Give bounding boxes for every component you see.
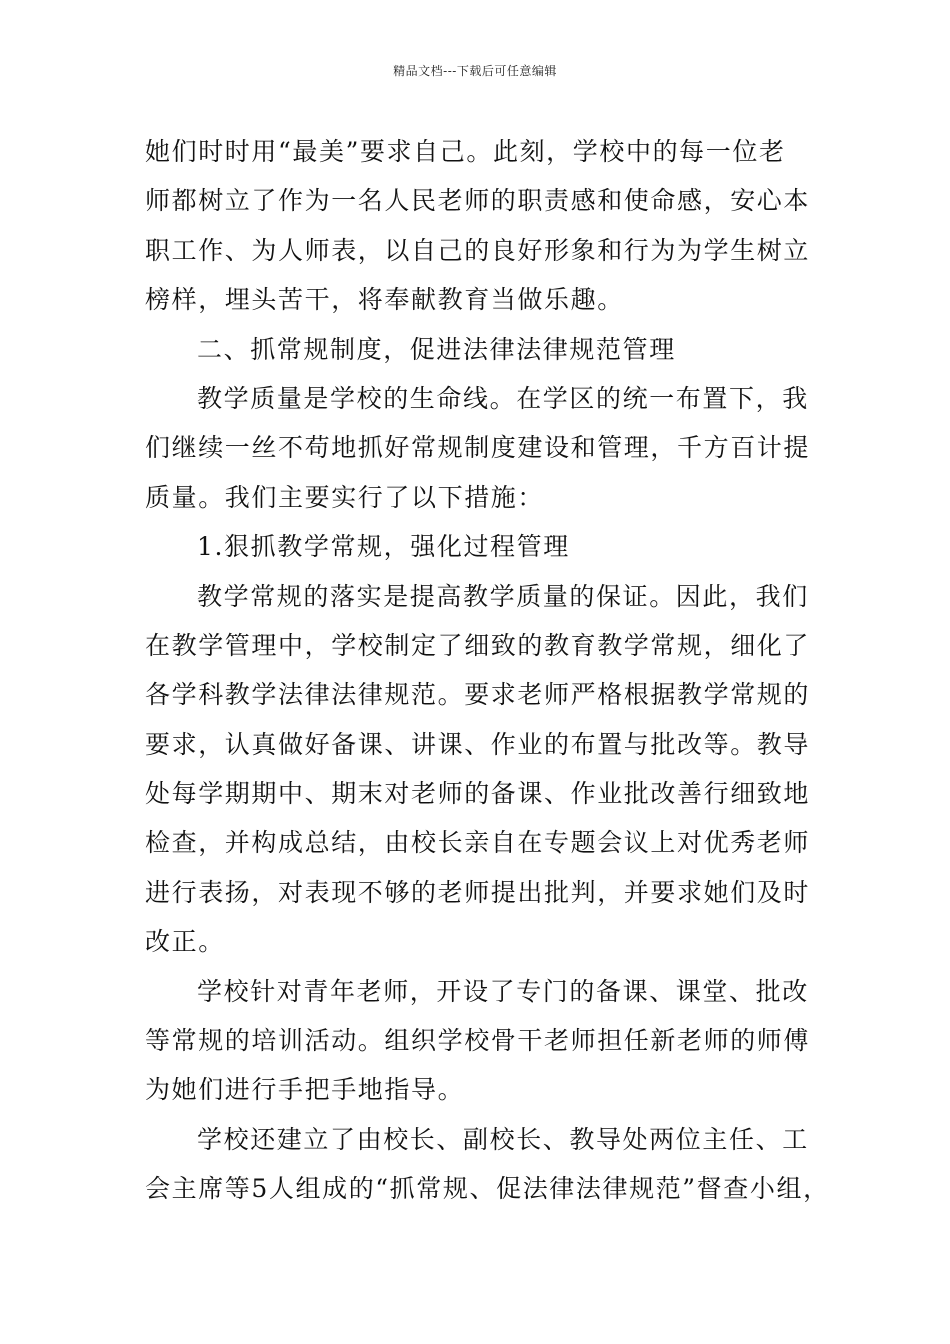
text-line: 们继续一丝不苟地抓好常规制度建设和管理，千方百计提 xyxy=(145,433,811,463)
text-line: 1.狠抓教学常规，强化过程管理 xyxy=(197,532,570,562)
text-line: 她们时时用“最美”要求自己。此刻，学校中的每一位老 xyxy=(145,137,786,166)
text-line: 教学常规的落实是提高教学质量的保证。因此，我们 xyxy=(197,581,809,611)
text-line: 处每学期期中、期末对老师的备课、作业批改善行细致地 xyxy=(145,779,811,809)
text-line: 在教学管理中，学校制定了细致的教育教学常规，细化了 xyxy=(145,630,811,660)
text-line: 师都树立了作为一名人民老师的职责感和使命感，安心本 xyxy=(145,186,811,216)
text-line: 等常规的培训活动。组织学校骨干老师担任新老师的师傅 xyxy=(145,1026,811,1056)
text-line: 各学科教学法律法律规范。要求老师严格根据教学常规的 xyxy=(145,680,811,710)
text-line: 教学质量是学校的生命线。在学区的统一布置下，我 xyxy=(197,383,809,413)
text-line: 进行表扬，对表现不够的老师提出批判，并要求她们及时 xyxy=(145,877,811,907)
text-line: 要求，认真做好备课、讲课、作业的布置与批改等。教导 xyxy=(145,729,811,759)
text-line: 学校还建立了由校长、副校长、教导处两位主任、工 xyxy=(197,1124,809,1154)
text-line: 改正。 xyxy=(145,927,225,957)
text-line: 学校针对青年老师，开设了专门的备课、课堂、批改 xyxy=(197,976,809,1006)
text-line: 榜样，埋头苦干，将奉献教育当做乐趣。 xyxy=(145,285,624,315)
text-line: 质量。我们主要实行了以下措施： xyxy=(145,482,545,512)
page-header: 精品文档---下载后可任意编辑 xyxy=(393,64,557,78)
document-body xyxy=(145,127,830,1214)
text-line: 检查，并构成总结，由校长亲自在专题会议上对优秀老师 xyxy=(145,828,811,858)
text-line: 职工作、为人师表，以自己的良好形象和行为为学生树立 xyxy=(145,235,811,265)
text-line: 二、抓常规制度，促进法律法律规范管理 xyxy=(197,334,676,364)
text-line: 为她们进行手把手地指导。 xyxy=(145,1075,465,1105)
text-line: 会主席等5人组成的“抓常规、促法律法律规范”督查小组， xyxy=(145,1174,830,1204)
